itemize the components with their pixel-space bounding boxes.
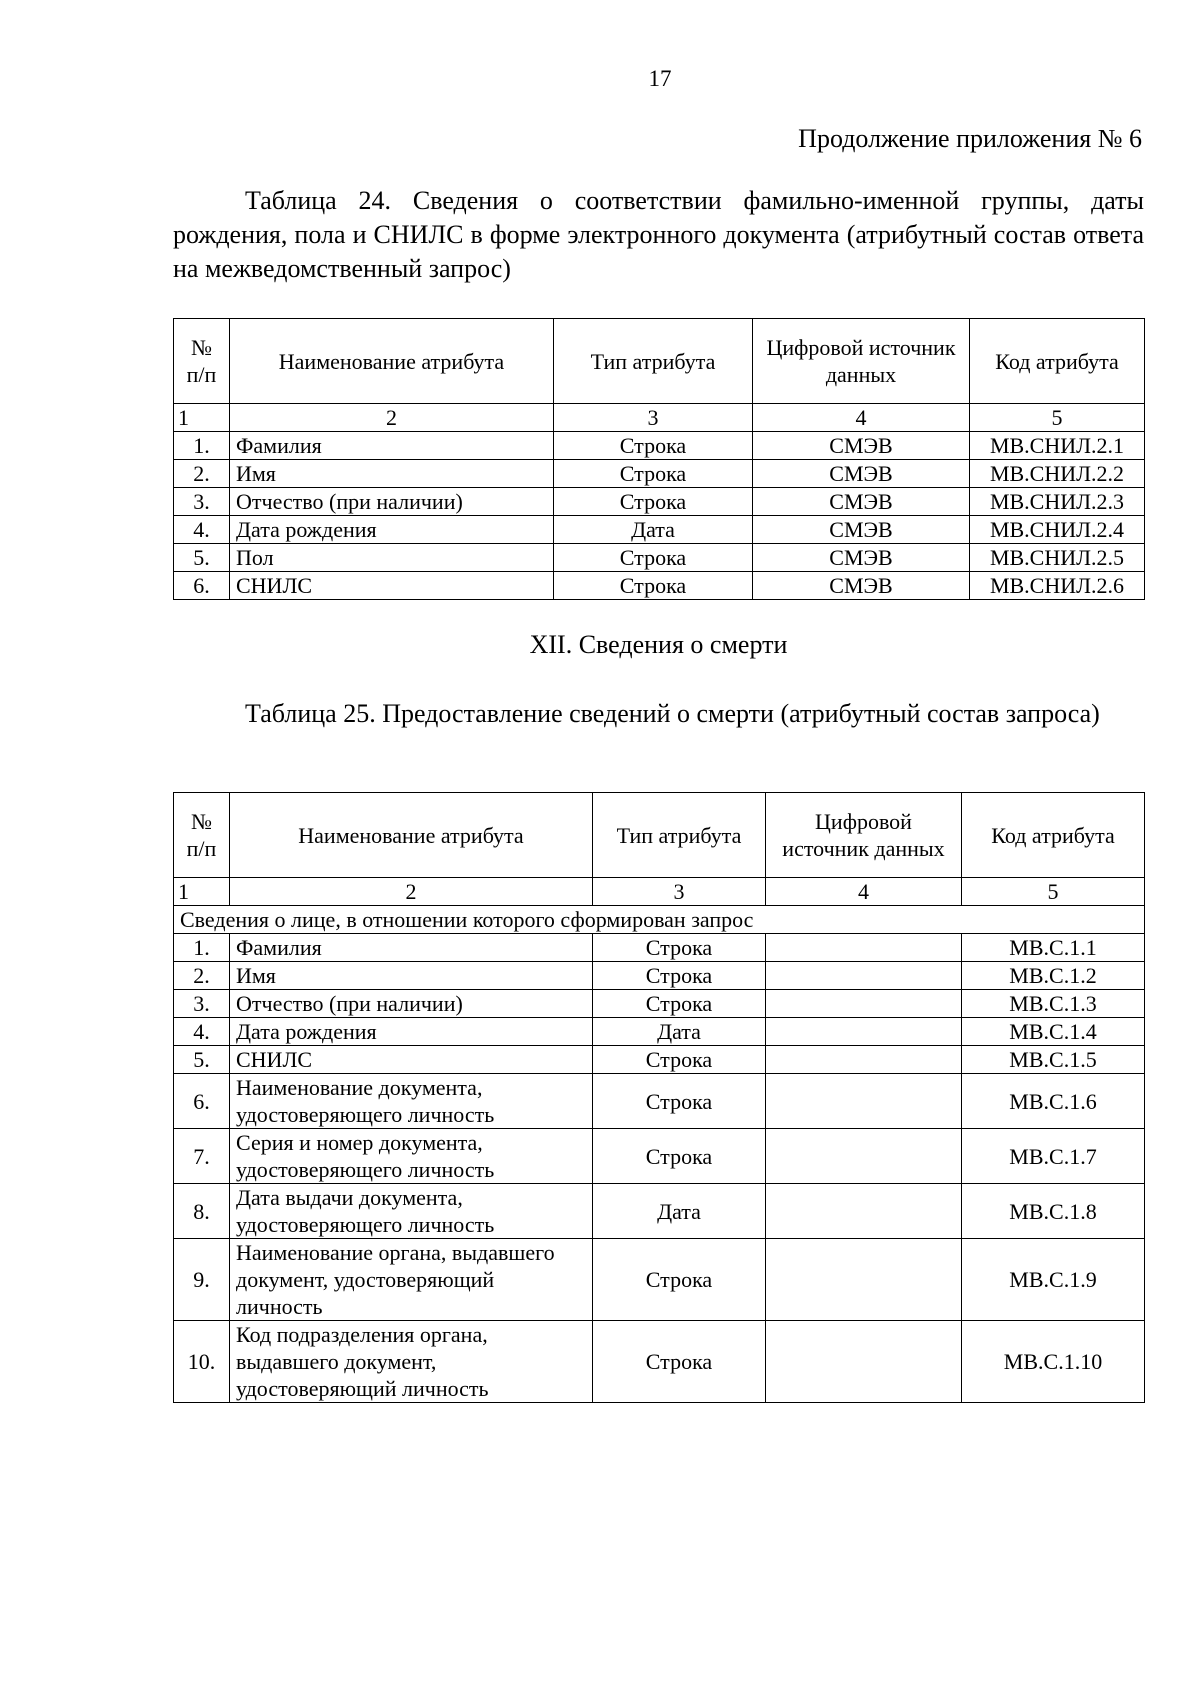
data-source: СМЭВ <box>753 516 970 544</box>
table-row <box>174 1129 1145 1184</box>
header-number: № п/п <box>174 319 230 404</box>
table-row <box>174 1074 1145 1129</box>
table-header-row <box>174 319 1145 404</box>
column-index-cell: 1 <box>174 878 230 906</box>
attribute-name: Пол <box>230 544 554 572</box>
attribute-code: МВ.С.1.10 <box>962 1321 1145 1403</box>
attribute-code: МВ.С.1.8 <box>962 1184 1145 1239</box>
attribute-code: МВ.С.1.4 <box>962 1018 1145 1046</box>
row-number: 7. <box>174 1129 230 1184</box>
attribute-code: МВ.СНИЛ.2.1 <box>970 432 1145 460</box>
attribute-type: Дата <box>554 516 753 544</box>
attribute-name: Имя <box>230 962 593 990</box>
group-label: Сведения о лице, в отношении которого сформирован запрос <box>174 906 1145 934</box>
attribute-name: Отчество (при наличии) <box>230 488 554 516</box>
table-row <box>174 516 1145 544</box>
data-source: СМЭВ <box>753 544 970 572</box>
row-number: 8. <box>174 1184 230 1239</box>
column-index-cell: 2 <box>230 878 593 906</box>
header-data-source: Цифровой источник данных <box>753 319 970 404</box>
attribute-code: МВ.С.1.9 <box>962 1239 1145 1321</box>
column-index-cell: 1 <box>174 404 230 432</box>
column-index-cell: 2 <box>230 404 554 432</box>
data-source <box>766 1184 962 1239</box>
row-number: 3. <box>174 488 230 516</box>
row-number: 1. <box>174 934 230 962</box>
table-header-row <box>174 793 1145 878</box>
attribute-type: Дата <box>593 1184 766 1239</box>
attribute-code: МВ.С.1.1 <box>962 934 1145 962</box>
data-source <box>766 1321 962 1403</box>
header-attribute-type: Тип атрибута <box>593 793 766 878</box>
table-row <box>174 934 1145 962</box>
attribute-name: Отчество (при наличии) <box>230 990 593 1018</box>
data-source: СМЭВ <box>753 460 970 488</box>
attribute-name: Дата рождения <box>230 516 554 544</box>
data-source: СМЭВ <box>753 432 970 460</box>
attribute-code: МВ.СНИЛ.2.2 <box>970 460 1145 488</box>
attribute-code: МВ.СНИЛ.2.6 <box>970 572 1145 600</box>
attribute-code: МВ.С.1.6 <box>962 1074 1145 1129</box>
attribute-code: МВ.С.1.5 <box>962 1046 1145 1074</box>
attribute-code: МВ.СНИЛ.2.3 <box>970 488 1145 516</box>
attribute-code: МВ.С.1.3 <box>962 990 1145 1018</box>
attribute-type: Строка <box>593 1046 766 1074</box>
column-index-row <box>174 878 1145 906</box>
table25-caption: Таблица 25. Предоставление сведений о смерти (атрибутный состав запроса) <box>245 699 1100 728</box>
row-number: 4. <box>174 516 230 544</box>
header-attribute-code: Код атрибута <box>970 319 1145 404</box>
row-number: 6. <box>174 1074 230 1129</box>
attribute-name: Фамилия <box>230 432 554 460</box>
attribute-name: Имя <box>230 460 554 488</box>
table-row <box>174 1321 1145 1403</box>
data-source <box>766 934 962 962</box>
attribute-type: Строка <box>593 934 766 962</box>
column-index-cell: 5 <box>970 404 1145 432</box>
attribute-type: Строка <box>554 572 753 600</box>
table-row <box>174 572 1145 600</box>
attribute-type: Строка <box>593 990 766 1018</box>
header-data-source: Цифровой источник данных <box>766 793 962 878</box>
row-number: 10. <box>174 1321 230 1403</box>
table-row <box>174 1184 1145 1239</box>
table-25 <box>173 792 1145 1403</box>
header-attribute-name: Наименование атрибута <box>230 319 554 404</box>
column-index-row <box>174 404 1145 432</box>
attribute-name: Наименование органа, выдавшего документ, удостоверяющий личность <box>230 1239 593 1321</box>
attribute-type: Строка <box>554 460 753 488</box>
row-number: 2. <box>174 460 230 488</box>
row-number: 9. <box>174 1239 230 1321</box>
column-index-cell: 3 <box>593 878 766 906</box>
table-row <box>174 1046 1145 1074</box>
row-number: 5. <box>174 1046 230 1074</box>
attribute-name: Дата выдачи документа, удостоверяющего личность <box>230 1184 593 1239</box>
column-index-cell: 3 <box>554 404 753 432</box>
table24-caption: Таблица 24. Сведения о соответствии фамильно-именной группы, даты рождения, пола и СНИЛС в форме электронного документа (атрибутный состав ответа на межведомственный запрос) <box>173 186 1144 283</box>
page-number: 17 <box>648 66 672 91</box>
section-title: XII. Сведения о смерти <box>529 630 788 659</box>
attribute-name: Код подразделения органа, выдавшего документ, удостоверяющий личность <box>230 1321 593 1403</box>
data-source <box>766 1046 962 1074</box>
appendix-heading: Продолжение приложения № 6 <box>798 124 1142 153</box>
attribute-type: Строка <box>554 544 753 572</box>
attribute-code: МВ.С.1.7 <box>962 1129 1145 1184</box>
table-row <box>174 460 1145 488</box>
data-source <box>766 1074 962 1129</box>
row-number: 4. <box>174 1018 230 1046</box>
attribute-code: МВ.С.1.2 <box>962 962 1145 990</box>
data-source <box>766 990 962 1018</box>
table-row <box>174 990 1145 1018</box>
attribute-code: МВ.СНИЛ.2.4 <box>970 516 1145 544</box>
attribute-type: Дата <box>593 1018 766 1046</box>
table-row <box>174 432 1145 460</box>
attribute-code: МВ.СНИЛ.2.5 <box>970 544 1145 572</box>
row-number: 1. <box>174 432 230 460</box>
data-source <box>766 962 962 990</box>
data-source <box>766 1129 962 1184</box>
row-number: 3. <box>174 990 230 1018</box>
header-attribute-code: Код атрибута <box>962 793 1145 878</box>
attribute-type: Строка <box>593 1321 766 1403</box>
attribute-type: Строка <box>593 1129 766 1184</box>
table-row <box>174 962 1145 990</box>
group-row <box>174 906 1145 934</box>
data-source <box>766 1018 962 1046</box>
data-source: СМЭВ <box>753 488 970 516</box>
table-row <box>174 544 1145 572</box>
row-number: 6. <box>174 572 230 600</box>
attribute-name: Дата рождения <box>230 1018 593 1046</box>
row-number: 2. <box>174 962 230 990</box>
header-attribute-name: Наименование атрибута <box>230 793 593 878</box>
table-row <box>174 488 1145 516</box>
attribute-type: Строка <box>554 432 753 460</box>
attribute-name: Серия и номер документа, удостоверяющего личность <box>230 1129 593 1184</box>
table-row <box>174 1018 1145 1046</box>
table-24 <box>173 318 1145 600</box>
attribute-name: Наименование документа, удостоверяющего личность <box>230 1074 593 1129</box>
column-index-cell: 5 <box>962 878 1145 906</box>
data-source <box>766 1239 962 1321</box>
attribute-type: Строка <box>554 488 753 516</box>
column-index-cell: 4 <box>753 404 970 432</box>
attribute-type: Строка <box>593 1239 766 1321</box>
column-index-cell: 4 <box>766 878 962 906</box>
table-row <box>174 1239 1145 1321</box>
header-number: № п/п <box>174 793 230 878</box>
attribute-name: СНИЛС <box>230 572 554 600</box>
attribute-name: Фамилия <box>230 934 593 962</box>
header-attribute-type: Тип атрибута <box>554 319 753 404</box>
attribute-name: СНИЛС <box>230 1046 593 1074</box>
row-number: 5. <box>174 544 230 572</box>
attribute-type: Строка <box>593 1074 766 1129</box>
data-source: СМЭВ <box>753 572 970 600</box>
attribute-type: Строка <box>593 962 766 990</box>
